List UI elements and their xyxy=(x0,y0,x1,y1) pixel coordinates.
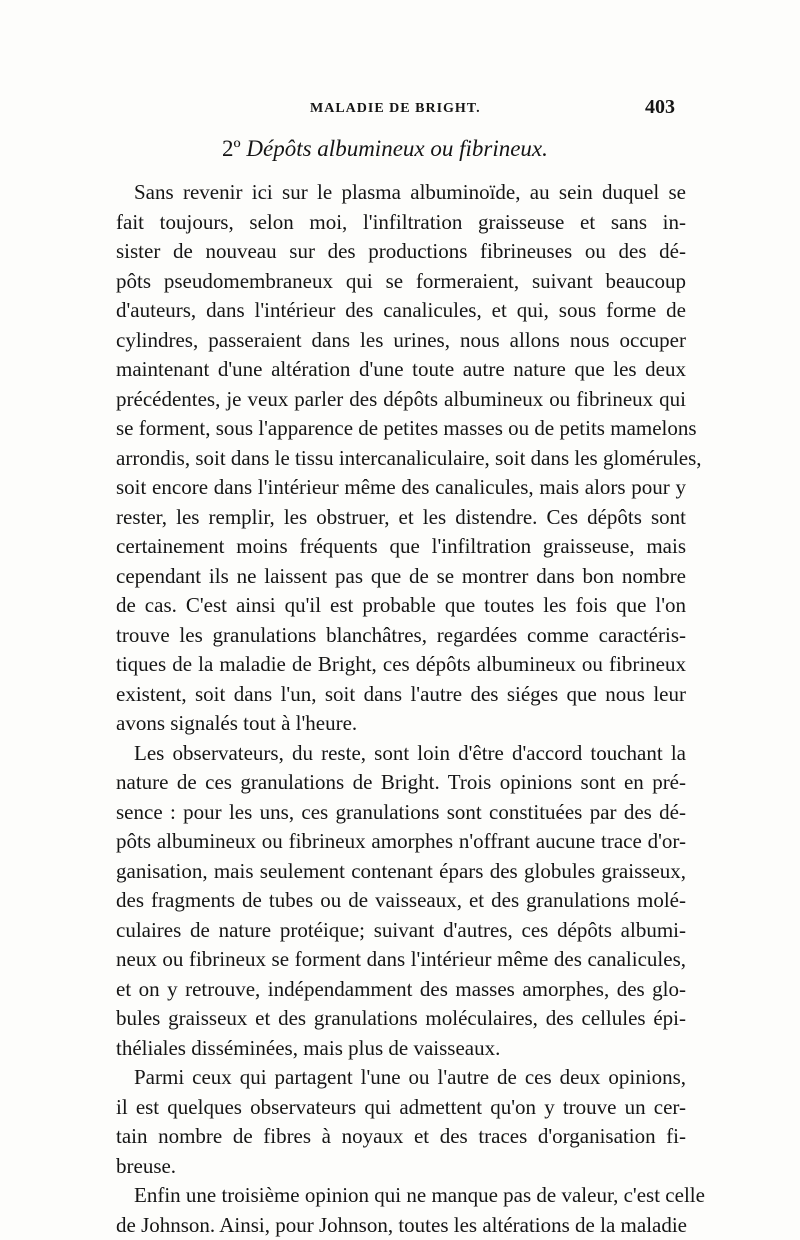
text-line: cylindres, passeraient dans les urines, nous allons nous occuper xyxy=(116,326,686,356)
text-line: trouve les granulations blanchâtres, regardées comme caractéris- xyxy=(116,621,686,651)
text-line: existent, soit dans l'un, soit dans l'autre des siéges que nous leur xyxy=(116,680,686,710)
text-line: neux ou fibrineux se forment dans l'intérieur même des canalicules, xyxy=(116,945,686,975)
text-line: Sans revenir ici sur le plasma albuminoïde, au sein duquel se xyxy=(116,178,686,208)
text-line: des fragments de tubes ou de vaisseaux, et des granulations molé- xyxy=(116,886,686,916)
text-line: d'auteurs, dans l'intérieur des canalicules, et qui, sous forme de xyxy=(116,296,686,326)
text-line: ganisation, mais seulement contenant épars des globules graisseux, xyxy=(116,857,686,887)
text-line: sence : pour les uns, ces granulations sont constituées par des dé- xyxy=(116,798,686,828)
text-line: rester, les remplir, les obstruer, et les distendre. Ces dépôts sont xyxy=(116,503,686,533)
paragraph xyxy=(116,1181,686,1240)
text-line: se forment, sous l'apparence de petites masses ou de petits mamelons xyxy=(116,414,686,444)
text-line: cependant ils ne laissent pas que de se montrer dans bon nombre xyxy=(116,562,686,592)
text-line: bules graisseux et des granulations moléculaires, des cellules épi- xyxy=(116,1004,686,1034)
text-line: culaires de nature protéique; suivant d'autres, ces dépôts albumi- xyxy=(116,916,686,946)
text-line: pôts albumineux ou fibrineux amorphes n'offrant aucune trace d'or- xyxy=(116,827,686,857)
text-line: breuse. xyxy=(116,1152,686,1182)
section-title: Dépôts albumineux ou fibrineux. xyxy=(246,136,548,161)
page-number: 403 xyxy=(645,96,675,119)
text-line: tiques de la maladie de Bright, ces dépôts albumineux ou fibrineux xyxy=(116,650,686,680)
text-line: pôts pseudomembraneux qui se formeraient, suivant beaucoup xyxy=(116,267,686,297)
section-heading xyxy=(222,136,548,162)
text-line: arrondis, soit dans le tissu intercanaliculaire, soit dans les glomérules, xyxy=(116,444,686,474)
text-line: fait toujours, selon moi, l'infiltration graisseuse et sans in- xyxy=(116,208,686,238)
text-line: maintenant d'une altération d'une toute autre nature que les deux xyxy=(116,355,686,385)
paragraph xyxy=(116,739,686,1064)
running-title: MALADIE DE BRIGHT. xyxy=(310,101,481,117)
body-text xyxy=(116,178,686,1240)
text-line: soit encore dans l'intérieur même des canalicules, mais alors pour y xyxy=(116,473,686,503)
text-line: théliales disséminées, mais plus de vaisseaux. xyxy=(116,1034,686,1064)
text-line: Les observateurs, du reste, sont loin d'être d'accord touchant la xyxy=(116,739,686,769)
text-line: nature de ces granulations de Bright. Trois opinions sont en pré- xyxy=(116,768,686,798)
text-line: précédentes, je veux parler des dépôts albumineux ou fibrineux qui xyxy=(116,385,686,415)
paragraph xyxy=(116,1063,686,1181)
text-line: Enfin une troisième opinion qui ne manque pas de valeur, c'est celle xyxy=(116,1181,686,1211)
text-line: de Johnson. Ainsi, pour Johnson, toutes les altérations de la maladie xyxy=(116,1211,686,1240)
text-line: certainement moins fréquents que l'infiltration graisseuse, mais xyxy=(116,532,686,562)
section-number: 2º xyxy=(222,136,241,161)
text-line: il est quelques observateurs qui admettent qu'on y trouve un cer- xyxy=(116,1093,686,1123)
text-line: et on y retrouve, indépendamment des masses amorphes, des glo- xyxy=(116,975,686,1005)
text-line: de cas. C'est ainsi qu'il est probable que toutes les fois que l'on xyxy=(116,591,686,621)
paragraph xyxy=(116,178,686,739)
text-line: sister de nouveau sur des productions fibrineuses ou des dé- xyxy=(116,237,686,267)
text-line: avons signalés tout à l'heure. xyxy=(116,709,686,739)
text-line: Parmi ceux qui partagent l'une ou l'autre de ces deux opinions, xyxy=(116,1063,686,1093)
text-line: tain nombre de fibres à noyaux et des traces d'organisation fi- xyxy=(116,1122,686,1152)
